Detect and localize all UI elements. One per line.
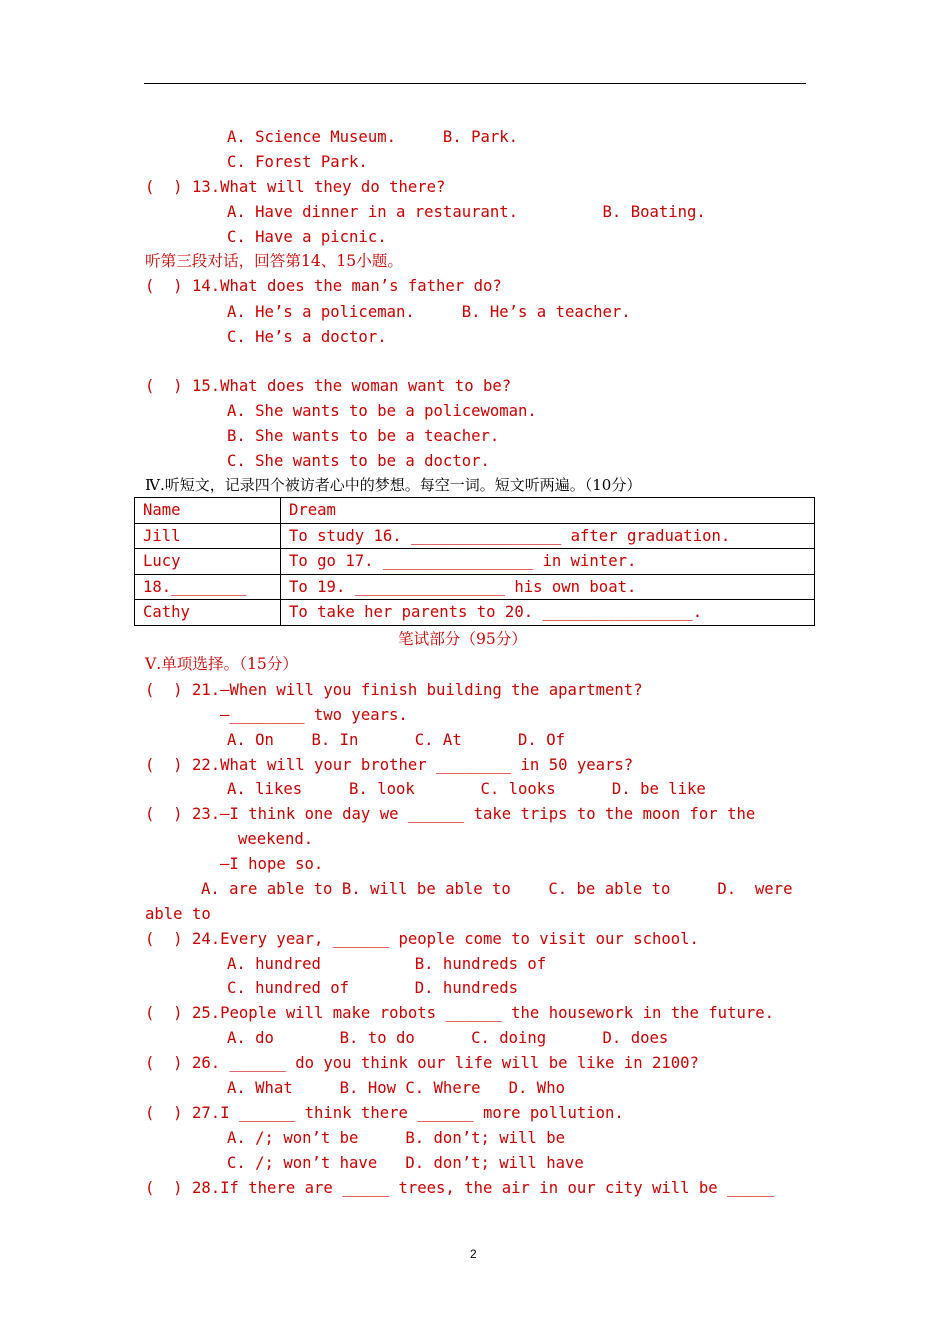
section-3-instruction: 听第三段对话，回答第14、15小题。: [145, 252, 403, 270]
header-rule: [144, 83, 806, 84]
q14-options-ab: A. He’s a policeman. B. He’s a teacher.: [227, 303, 631, 321]
written-part-heading: 笔试部分（95分）: [398, 630, 527, 648]
q23-question-cont: weekend.: [238, 830, 314, 848]
q24-options-cd: C. hundred of D. hundreds: [227, 979, 519, 997]
q22-question: ( ) 22.What will your brother ________ in 50 years?: [145, 756, 634, 774]
q25-question: ( ) 25.People will make robots ______ the housework in the future.: [145, 1004, 775, 1022]
dream-table: [134, 497, 815, 626]
q24-options-ab: A. hundred B. hundreds of: [227, 955, 547, 973]
q14-option-c: C. He’s a doctor.: [227, 328, 387, 346]
q15-option-b: B. She wants to be a teacher.: [227, 427, 500, 445]
q27-question: ( ) 27.I ______ think there ______ more pollution.: [145, 1104, 624, 1122]
q26-options: A. What B. How C. Where D. Who: [227, 1079, 565, 1097]
table-cell-name: Lucy: [135, 549, 281, 575]
q27-options-cd: C. /; won’t have D. don’t; will have: [227, 1154, 584, 1172]
table-cell-name: 18.________: [135, 574, 281, 600]
table-cell-dream: To 19. ________________ his own boat.: [281, 574, 815, 600]
table-header-row: [135, 498, 815, 524]
page-number: 2: [470, 1247, 477, 1261]
q22-options: A. likes B. look C. looks D. be like: [227, 780, 706, 798]
q13-options-ab: A. Have dinner in a restaurant. B. Boating.: [227, 203, 706, 221]
q13-option-c: C. Have a picnic.: [227, 228, 387, 246]
table-row: [135, 600, 815, 626]
table-row: [135, 549, 815, 575]
q21-answer-line: —________ two years.: [220, 706, 408, 724]
q13-question: ( ) 13.What will they do there?: [145, 178, 446, 196]
q23-question: ( ) 23.—I think one day we ______ take trips to the moon for the: [145, 805, 756, 823]
q15-option-c: C. She wants to be a doctor.: [227, 452, 490, 470]
q28-question: ( ) 28.If there are _____ trees, the air in our city will be _____: [145, 1179, 775, 1197]
q23-options: A. are able to B. will be able to C. be able to D. were: [201, 880, 793, 898]
table-row: [135, 523, 815, 549]
table-cell-dream: To study 16. ________________ after graduation.: [281, 523, 815, 549]
q25-options: A. do B. to do C. doing D. does: [227, 1029, 669, 1047]
q14-question: ( ) 14.What does the man’s father do?: [145, 277, 502, 295]
section-iv-heading: Ⅳ.听短文，记录四个被访者心中的梦想。每空一词。短文听两遍。（10分）: [145, 476, 642, 494]
q21-options: A. On B. In C. At D. Of: [227, 731, 565, 749]
q23-reply: —I hope so.: [220, 855, 324, 873]
q26-question: ( ) 26. ______ do you think our life will be like in 2100?: [145, 1054, 699, 1072]
q23-options-cont: able to: [145, 905, 211, 923]
q12-option-c: C. Forest Park.: [227, 153, 368, 171]
q12-options-ab: A. Science Museum. B. Park.: [227, 128, 519, 146]
q27-options-ab: A. /; won’t be B. don’t; will be: [227, 1129, 565, 1147]
table-row: [135, 574, 815, 600]
q15-option-a: A. She wants to be a policewoman.: [227, 402, 537, 420]
table-header-dream: Dream: [281, 498, 815, 524]
table-cell-name: Cathy: [135, 600, 281, 626]
q21-question: ( ) 21.—When will you finish building the apartment?: [145, 681, 643, 699]
table-cell-dream: To go 17. ________________ in winter.: [281, 549, 815, 575]
table-header-name: Name: [135, 498, 281, 524]
q15-question: ( ) 15.What does the woman want to be?: [145, 377, 512, 395]
table-cell-name: Jill: [135, 523, 281, 549]
table-cell-dream: To take her parents to 20. ________________.: [281, 600, 815, 626]
q24-question: ( ) 24.Every year, ______ people come to visit our school.: [145, 930, 699, 948]
section-v-heading: Ⅴ.单项选择。（15分）: [145, 655, 299, 673]
